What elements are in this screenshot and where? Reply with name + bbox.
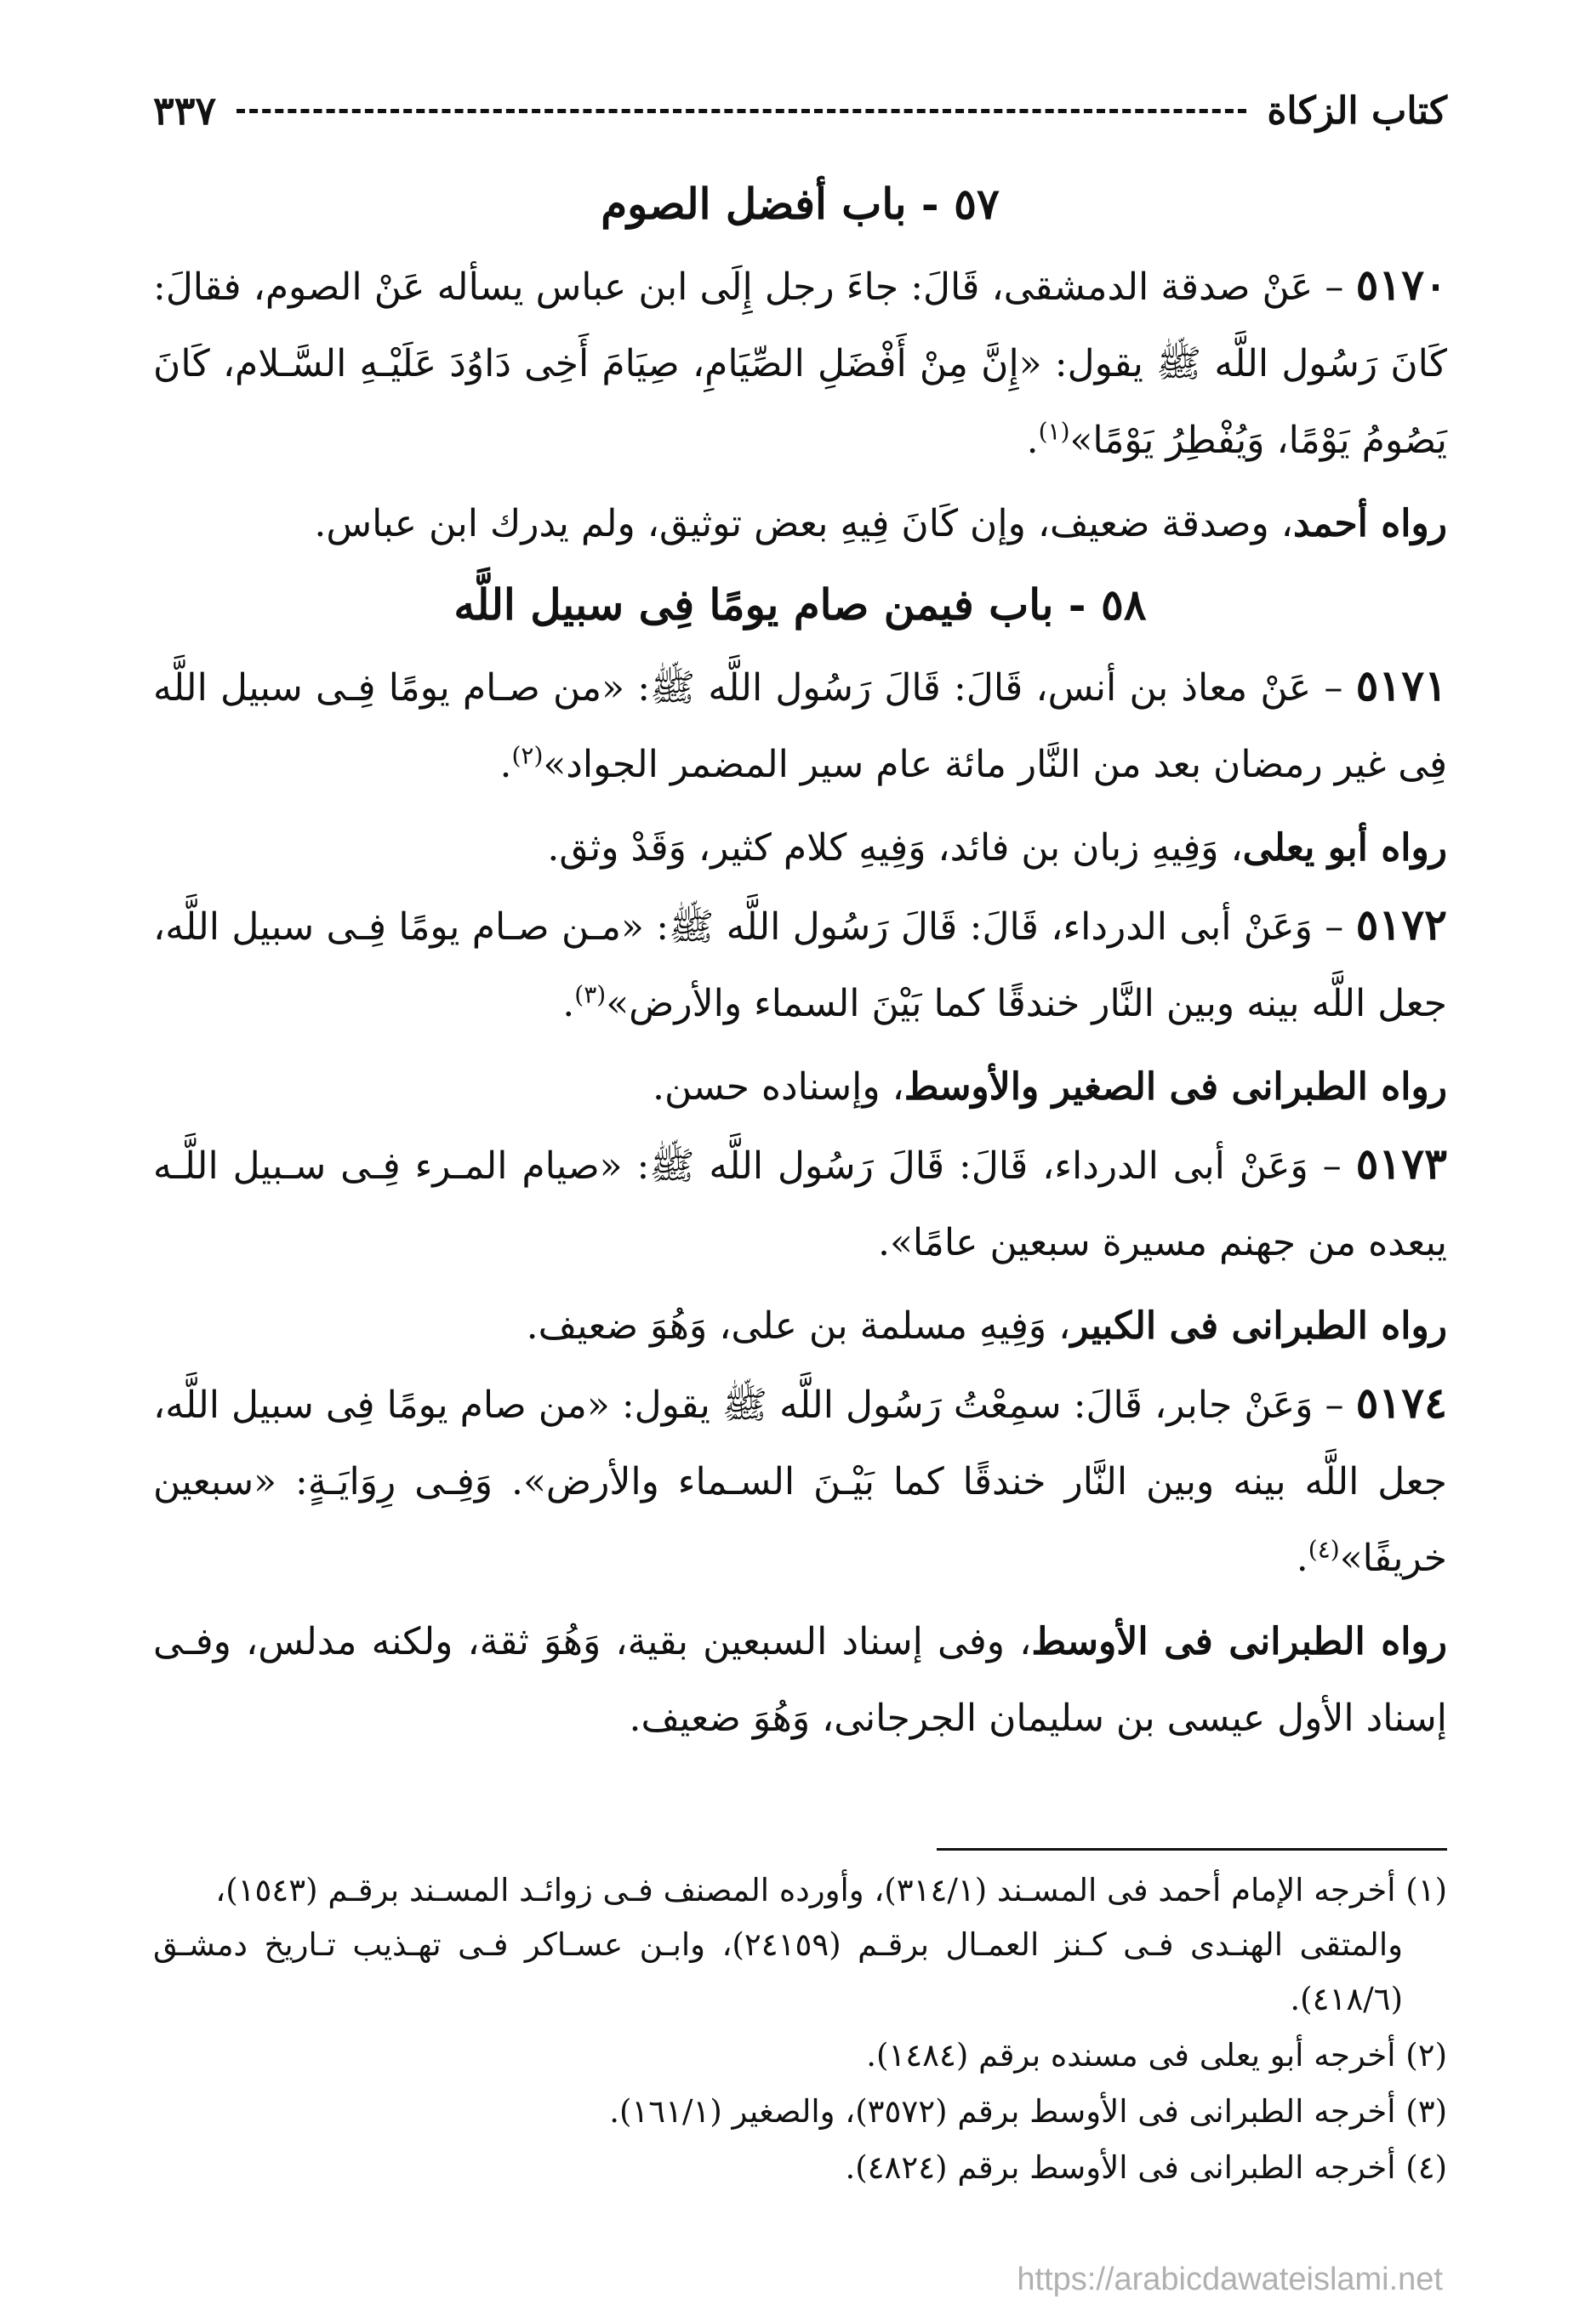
narration-source: رواه الطبرانى فى الأوسط bbox=[1031, 1620, 1447, 1663]
footnote-ref: (١) bbox=[1038, 417, 1070, 446]
narration-text: ، وصدقة ضعيف، وإن كَانَ فِيهِ بعض توثيق، ولم يدرك ابن عباس. bbox=[314, 502, 1293, 545]
footnote-1 bbox=[153, 1863, 1447, 2027]
hadith-number: ٥١٧٤ bbox=[1355, 1378, 1447, 1428]
hadith-text: – وَعَنْ جابر، قَالَ: سمِعْتُ رَسُول اللَّه ﷺ يقول: «من صام يومًا فِى سبيل اللَّه، جعل اللَّه بينه وبين النَّار خندقًا كما بَيْـنَ السـماء والأرض». وَفِـى رِوَايَـةٍ: «سبعين خريفًا» bbox=[153, 1384, 1447, 1580]
narration-text: ، وإسناده حسن. bbox=[653, 1065, 904, 1109]
footnote-continuation: والمتقى الهنـدى فـى كـنز العمـال برقـم (٢٤١٥٩)، وابـن عسـاكر فـى تهـذيب تـاريخ دمشـق (٤١٨/٦). bbox=[153, 1926, 1403, 2017]
chapter-heading: ٥٧ - باب أفضل الصوم bbox=[601, 179, 1000, 229]
narration-source: رواه أبو يعلى bbox=[1242, 826, 1447, 870]
hadith-number: ٥١٧٠ bbox=[1355, 260, 1447, 310]
narration-source: رواه الطبرانى فى الكبير bbox=[1070, 1304, 1447, 1348]
hadith-text: – وَعَنْ أبى الدرداء، قَالَ: قَالَ رَسُول اللَّه ﷺ: «صيام المـرء فِـى سـبيل اللَّـه يبعده من جهنم مسيرة سبعين عامًا». bbox=[153, 1144, 1447, 1264]
page-number: ٣٣٧ bbox=[153, 88, 217, 134]
narration-5174 bbox=[153, 1604, 1447, 1757]
hadith-text: – عَنْ معاذ بن أنس، قَالَ: قَالَ رَسُول اللَّه ﷺ: «من صـام يومًا فِـى سبيل اللَّه فِى غير رمضان بعد من النَّار مائة عام سير المضمر الجواد» bbox=[153, 666, 1447, 786]
hadith-5171: ٥١٧١ – عَنْ معاذ بن أنس، قَالَ: قَالَ رَسُول اللَّه ﷺ: «من صـام يومًا فِـى سبيل اللَّه فِى غير رمضان بعد من النَّار مائة عام سير المضمر الجواد»$^{(٢)}$. bbox=[153, 660, 1447, 786]
footnote-2 bbox=[153, 2028, 1447, 2083]
footnote-text: (٢) أخرجه أبو يعلى فى مسنده برقم (١٤٨٤). bbox=[866, 2037, 1447, 2074]
footnote-3 bbox=[153, 2085, 1447, 2139]
hadith-text: – وَعَنْ أبى الدرداء، قَالَ: قَالَ رَسُول اللَّه ﷺ: «مـن صـام يومًا فِـى سبيل اللَّه، جعل اللَّه بينه وبين النَّار خندقًا كما بَيْنَ السماء والأرض» bbox=[153, 905, 1447, 1025]
page-body bbox=[153, 162, 1447, 1757]
footnote-4 bbox=[153, 2141, 1447, 2195]
book-title: كتاب الزكاة bbox=[1267, 88, 1447, 133]
narration-5173 bbox=[153, 1288, 1447, 1365]
footnotes bbox=[153, 1863, 1447, 2197]
narration-source: رواه أحمد bbox=[1292, 502, 1447, 545]
hadith-5172: ٥١٧٢ – وَعَنْ أبى الدرداء، قَالَ: قَالَ رَسُول اللَّه ﷺ: «مـن صـام يومًا فِـى سبيل اللَّه، جعل اللَّه بينه وبين النَّار خندقًا كما بَيْنَ السماء والأرض»$^{(٣)}$. bbox=[153, 899, 1447, 1025]
footnote-ref: (٣) bbox=[574, 980, 607, 1009]
site-watermark: https://arabicdawateislami.net bbox=[1017, 2262, 1443, 2297]
narration-5170 bbox=[153, 486, 1447, 562]
footnote-separator bbox=[937, 1848, 1447, 1851]
hadith-number: ٥١٧١ bbox=[1355, 660, 1447, 710]
footnote-text: (١) أخرجه الإمام أحمد فى المسـند (٣١٤/١)، وأورده المصنف فـى زوائـد المسـند برقـم (١٥٤٣)، bbox=[215, 1872, 1447, 1908]
narration-source: رواه الطبرانى فى الصغير والأوسط bbox=[903, 1065, 1447, 1109]
chapter-heading: ٥٨ - باب فيمن صام يومًا فِى سبيل اللَّه bbox=[453, 579, 1147, 630]
narration-5171 bbox=[153, 810, 1447, 887]
hadith-5170: ٥١٧٠ – عَنْ صدقة الدمشقى، قَالَ: جاءَ رجل إِلَى ابن عباس يسأله عَنْ الصوم، فقالَ: كَانَ رَسُول اللَّه ﷺ يقول: «إِنَّ مِنْ أَفْضَلِ الصِّيَامِ، صِيَامَ أَخِى دَاوُدَ عَلَيْـهِ السَّـلام، كَانَ يَصُومُ يَوْمًا، وَيُفْطِرُ يَوْمًا»$^{(١)}$. bbox=[153, 260, 1447, 462]
narration-5172 bbox=[153, 1049, 1447, 1126]
hadith-5174: ٥١٧٤ – وَعَنْ جابر، قَالَ: سمِعْتُ رَسُول اللَّه ﷺ يقول: «من صام يومًا فِى سبيل اللَّه، جعل اللَّه بينه وبين النَّار خندقًا كما بَيْـنَ السـماء والأرض». وَفِـى رِوَايَـةٍ: «سبعين خريفًا»$^{(٤)}$. bbox=[153, 1378, 1447, 1580]
hadith-number: ٥١٧٢ bbox=[1355, 899, 1447, 950]
footnote-ref: (٢) bbox=[511, 741, 544, 770]
footnote-text: (٣) أخرجه الطبرانى فى الأوسط برقم (٣٥٧٢)، والصغير (١٦١/١). bbox=[609, 2093, 1447, 2130]
footnote-ref: (٤) bbox=[1308, 1535, 1340, 1564]
header-dashed-rule bbox=[237, 109, 1246, 113]
narration-text: ، وفى إسناد السبعين بقية، وَهُوَ ثقة، ولكنه مدلس، وفـى إسناد الأول عيسى بن سليمان الجرجانى، وَهُوَ ضعيف. bbox=[153, 1620, 1447, 1740]
hadith-text: – عَنْ صدقة الدمشقى، قَالَ: جاءَ رجل إِلَى ابن عباس يسأله عَنْ الصوم، فقالَ: كَانَ رَسُول اللَّه ﷺ يقول: «إِنَّ مِنْ أَفْضَلِ الصِّيَامِ، صِيَامَ أَخِى دَاوُدَ عَلَيْـهِ السَّـلام، كَانَ يَصُومُ يَوْمًا، وَيُفْطِرُ يَوْمًا» bbox=[153, 265, 1447, 462]
footnote-text: (٤) أخرجه الطبرانى فى الأوسط برقم (٤٨٢٤). bbox=[845, 2149, 1447, 2186]
narration-text: ، وَفِيهِ زبان بن فائد، وَفِيهِ كلام كثير، وَقَدْ وثق. bbox=[547, 826, 1243, 870]
hadith-5173 bbox=[153, 1126, 1447, 1281]
narration-text: ، وَفِيهِ مسلمة بن على، وَهُوَ ضعيف. bbox=[526, 1304, 1071, 1348]
hadith-number: ٥١٧٣ bbox=[1355, 1138, 1447, 1189]
running-header bbox=[153, 81, 1447, 140]
